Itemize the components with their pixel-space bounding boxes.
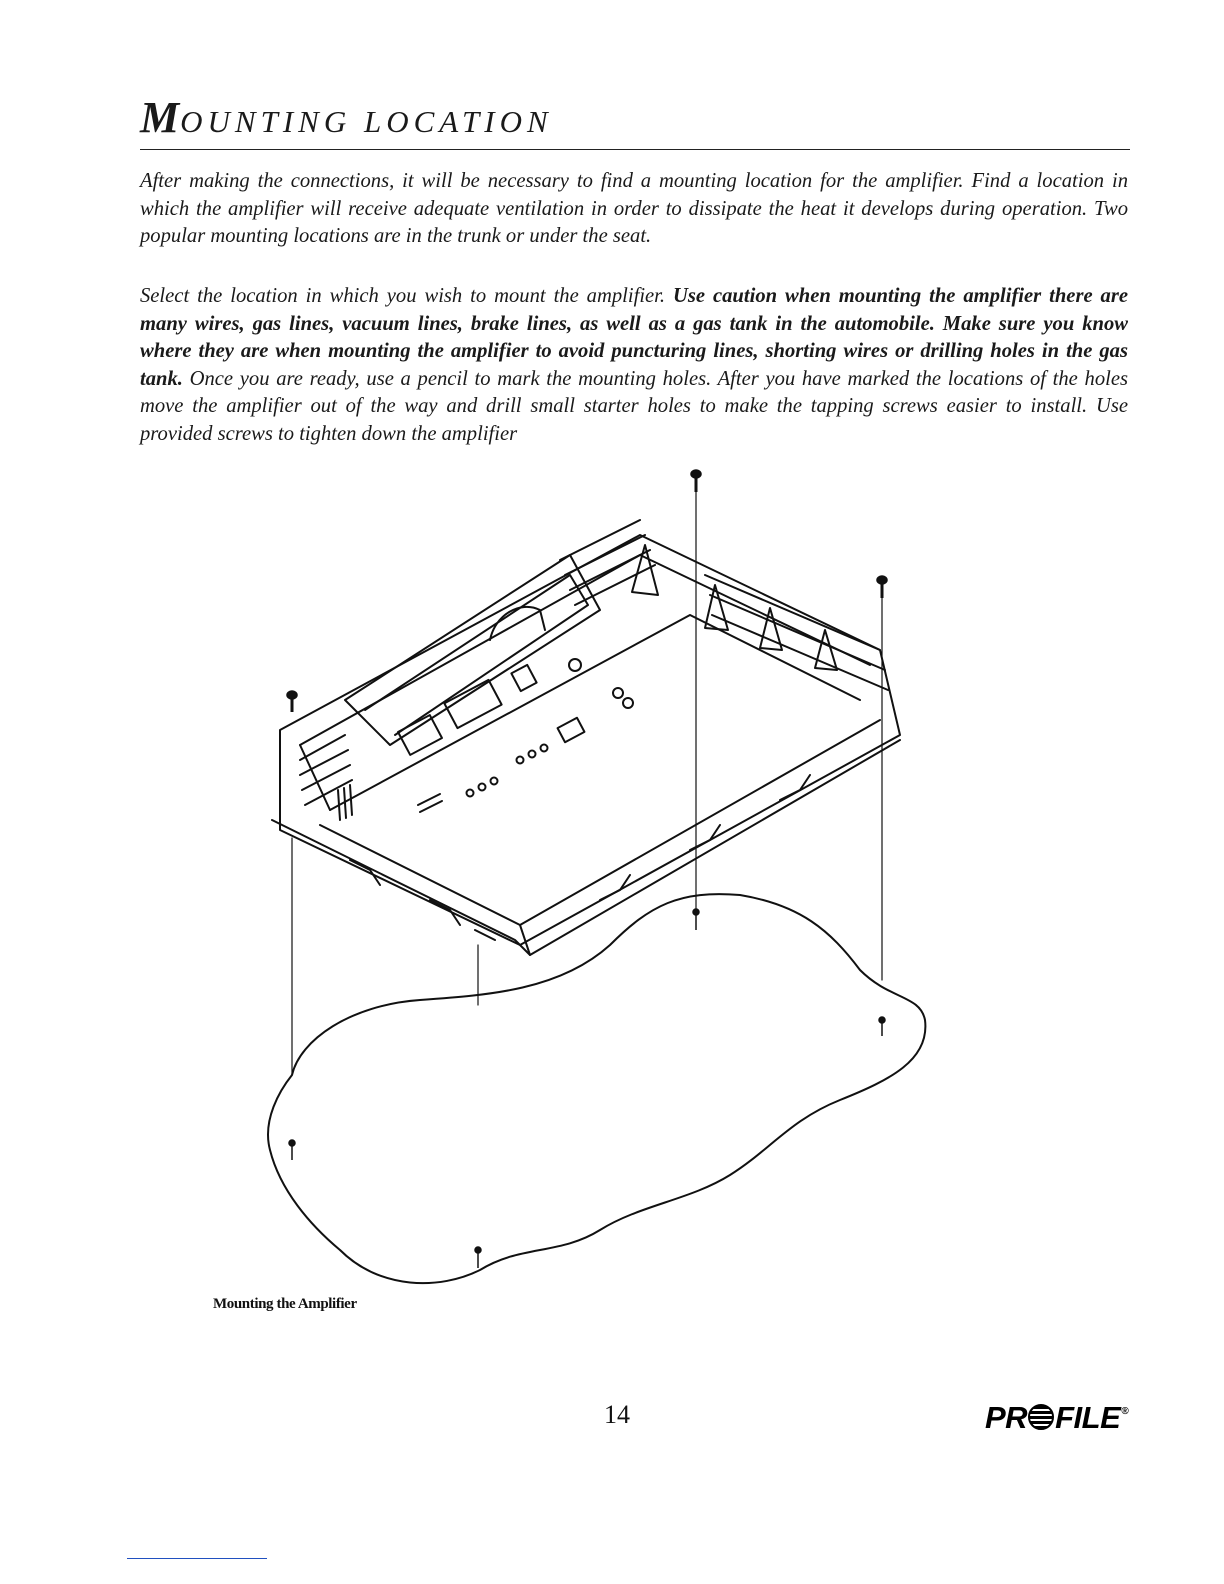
screw-icon — [693, 909, 699, 930]
figure-caption: Mounting the Amplifier — [213, 1296, 357, 1312]
profile-logo — [985, 1400, 1128, 1436]
screw-icon — [287, 691, 297, 712]
globe-icon — [1028, 1404, 1054, 1430]
instructions-intro: Select the location in which you wish to mount the amplifier. — [140, 285, 674, 307]
safety-warning: Use caution when mounting the amplifier there are many wires, gas lines, vacuum lines, brake lines, as well as a gas tank in the automobile. Make sure you know where they are when mounting the amplifier to avoid puncturing lines, shorting wires or drilling holes in the gas tank. — [140, 285, 1128, 390]
page-number: 14 — [604, 1400, 630, 1429]
screw-icon — [877, 576, 887, 598]
page-title — [140, 92, 1130, 150]
mounting-surface — [268, 894, 925, 1283]
instructions-steps: Once you are ready, use a pencil to mark the mounting holes. After you have marked the locations of the holes move the amplifier out of the way and drill small starter holes to make the tapping screws easier to install. Use provided screws to tighten down the amplifier — [140, 367, 1128, 445]
screw-icon — [475, 1247, 481, 1268]
logo-text-right: FILE — [1055, 1400, 1121, 1435]
registered-mark: ® — [1121, 1406, 1129, 1417]
screw-icon — [691, 470, 701, 492]
intro-paragraph: After making the connections, it will be necessary to find a mounting location for the amplifier. Find a location in which the amplifier will receive adequate ventilation in order to dissipate the heat it develops during operation. Two popular mounting locations are in the trunk or under the seat. — [140, 170, 1128, 248]
page-title-rest: OUNTING LOCATION — [180, 104, 553, 139]
logo-text-left: PR — [985, 1400, 1028, 1435]
screw-icons — [287, 470, 887, 1268]
alignment-lines — [292, 485, 882, 1075]
footer-rule — [127, 1558, 267, 1559]
mounting-instructions-paragraph — [140, 283, 1128, 449]
page-title-initial: M — [140, 93, 181, 142]
screw-icon — [289, 1140, 295, 1160]
amplifier-body — [272, 520, 900, 955]
screw-icon — [879, 1017, 885, 1036]
